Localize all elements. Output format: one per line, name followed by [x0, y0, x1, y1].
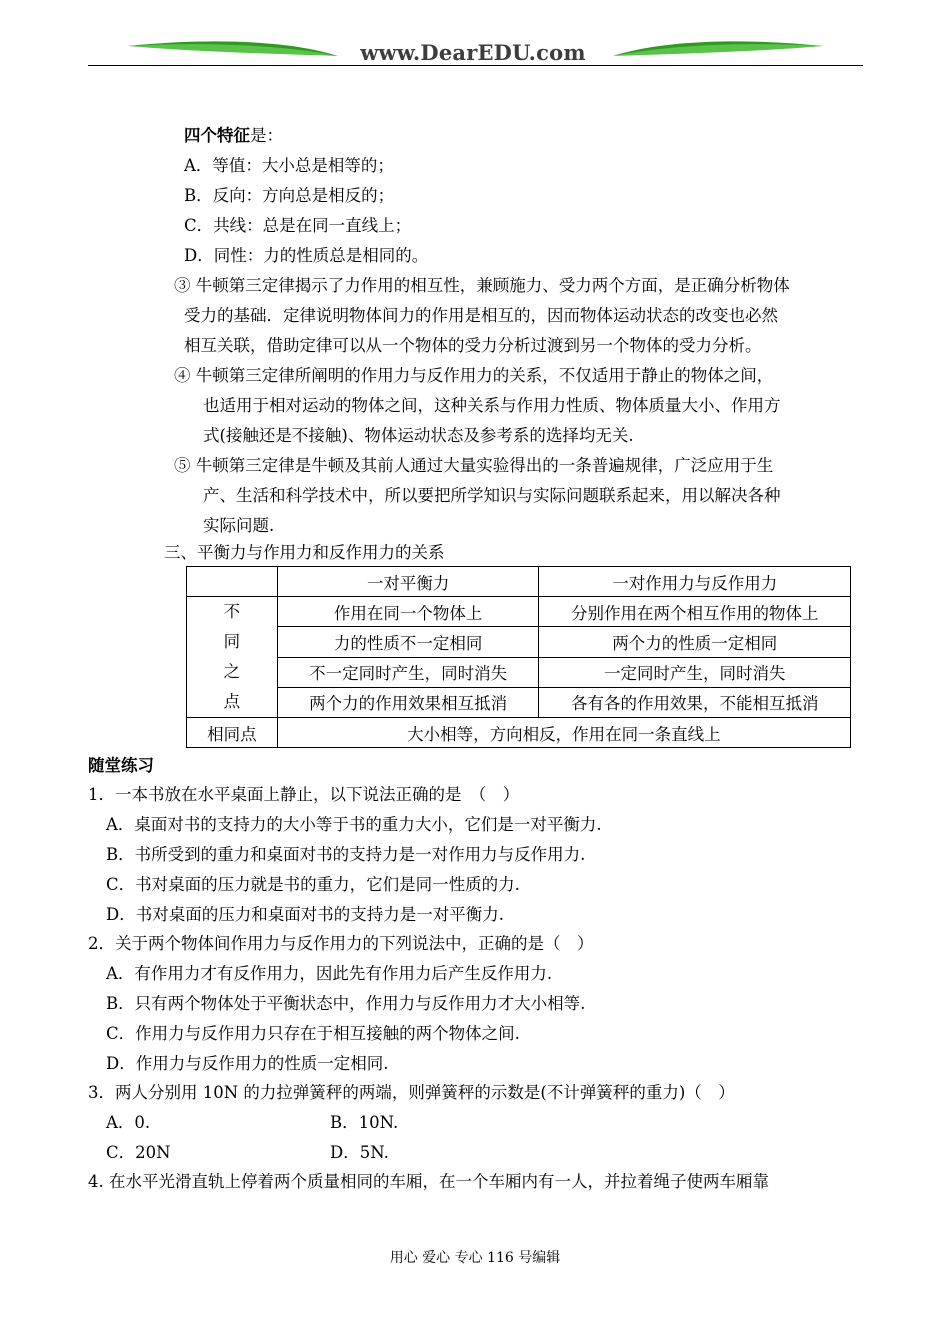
- question-option: A．0.: [106, 1113, 151, 1132]
- page-footer: 用心 爱心 专心 116 号编辑: [389, 1250, 561, 1266]
- features-title-rest: 是：: [250, 126, 283, 145]
- table-cell: 各有各的作用效果，不能相互抵消: [539, 687, 851, 717]
- point-3-line: ③ 牛顿第三定律揭示了力作用的相互性，兼顾施力、受力两个方面，是正确分析物体: [174, 276, 790, 295]
- point-3-line: 相互关联，借助定律可以从一个物体的受力分析过渡到另一个物体的受力分析。: [184, 336, 762, 355]
- question-option: C．书对桌面的压力就是书的重力，它们是同一性质的力.: [106, 875, 520, 894]
- difference-label-char: 不: [223, 602, 241, 621]
- point-4-line: 也适用于相对运动的物体之间，这种关系与作用力性质、物体质量大小、作用方: [203, 396, 781, 415]
- table-cell: 力的性质不一定相同: [277, 627, 539, 657]
- question-option: D．作用力与反作用力的性质一定相同.: [106, 1054, 389, 1073]
- question-option: D．5N.: [330, 1143, 389, 1162]
- point-5-line: 实际问题.: [203, 516, 275, 535]
- table-cell: 不一定同时产生，同时消失: [277, 657, 539, 687]
- features-title-bold: 四个特征: [184, 126, 250, 145]
- practice-title: 随堂练习: [88, 756, 154, 775]
- same-value-cell: 大小相等，方向相反，作用在同一条直线上: [277, 718, 850, 748]
- point-3-line: 受力的基础．定律说明物体间力的作用是相互的，因而物体运动状态的改变也必然: [184, 306, 778, 325]
- question-option: B．书所受到的重力和桌面对书的支持力是一对作用力与反作用力.: [106, 845, 586, 864]
- difference-label-char: 之: [223, 662, 241, 681]
- point-4-line: 式(接触还是不接触)、物体运动状态及参考系的选择均无关.: [203, 426, 634, 445]
- feature-item: A．等值：大小总是相等的；: [184, 156, 394, 175]
- question-option: A．有作用力才有反作用力，因此先有作用力后产生反作用力.: [106, 964, 553, 983]
- site-logo-text: www.DearEDU.com: [360, 40, 586, 65]
- table-row: [187, 657, 851, 687]
- difference-label-cell: [187, 597, 278, 718]
- comparison-table: [186, 566, 851, 748]
- question-option: D．书对桌面的压力和桌面对书的支持力是一对平衡力.: [106, 905, 504, 924]
- table-header-cell: 一对平衡力: [277, 567, 539, 597]
- table-header-row: [187, 567, 851, 597]
- feature-item: D．同性：力的性质总是相同的。: [184, 246, 429, 265]
- question-1-stem: 1．一本书放在水平桌面上静止，以下说法正确的是 （ ）: [88, 785, 520, 804]
- question-option: B．只有两个物体处于平衡状态中，作用力与反作用力才大小相等.: [106, 994, 586, 1013]
- table-header-cell: 一对作用力与反作用力: [539, 567, 851, 597]
- point-4-line: ④ 牛顿第三定律所阐明的作用力与反作用力的关系，不仅适用于静止的物体之间，: [174, 366, 774, 385]
- table-cell: 分别作用在两个相互作用的物体上: [539, 597, 851, 627]
- question-option: B．10N.: [330, 1113, 399, 1132]
- table-cell: 一定同时产生，同时消失: [539, 657, 851, 687]
- section-3-title: 三、平衡力与作用力和反作用力的关系: [164, 543, 445, 562]
- table-row: [187, 627, 851, 657]
- features-title: [184, 126, 283, 146]
- difference-label-char: 同: [223, 632, 241, 651]
- table-cell: 作用在同一个物体上: [277, 597, 539, 627]
- point-5-line: ⑤ 牛顿第三定律是牛顿及其前人通过大量实验得出的一条普遍规律，广泛应用于生: [174, 456, 774, 475]
- question-3-stem: 3．两人分别用 10N 的力拉弹簧秤的两端，则弹簧秤的示数是(不计弹簧秤的重力)（ ）: [88, 1083, 735, 1102]
- question-2-stem: 2．关于两个物体间作用力与反作用力的下列说法中，正确的是（ ）: [88, 934, 594, 953]
- question-option: C．作用力与反作用力只存在于相互接触的两个物体之间.: [106, 1024, 520, 1043]
- question-4-stem: 4. 在水平光滑直轨上停着两个质量相同的车厢，在一个车厢内有一人，并拉着绳子使两车厢靠: [88, 1172, 769, 1191]
- table-row: [187, 597, 851, 627]
- feature-item: B．反向：方向总是相反的；: [184, 186, 395, 205]
- difference-label-char: 点: [223, 692, 241, 711]
- same-label-cell: 相同点: [187, 718, 278, 748]
- feature-item: C．共线：总是在同一直线上；: [184, 216, 412, 235]
- table-row: [187, 687, 851, 717]
- point-5-line: 产、生活和科学技术中，所以要把所学知识与实际问题联系起来，用以解决各种: [203, 486, 781, 505]
- table-cell: 两个力的作用效果相互抵消: [277, 687, 539, 717]
- table-row: [187, 718, 851, 748]
- header-divider: [88, 65, 863, 66]
- table-header-cell: [187, 567, 278, 597]
- table-cell: 两个力的性质一定相同: [539, 627, 851, 657]
- question-option: A．桌面对书的支持力的大小等于书的重力大小，它们是一对平衡力.: [106, 815, 602, 834]
- question-option: C．20N: [106, 1143, 171, 1162]
